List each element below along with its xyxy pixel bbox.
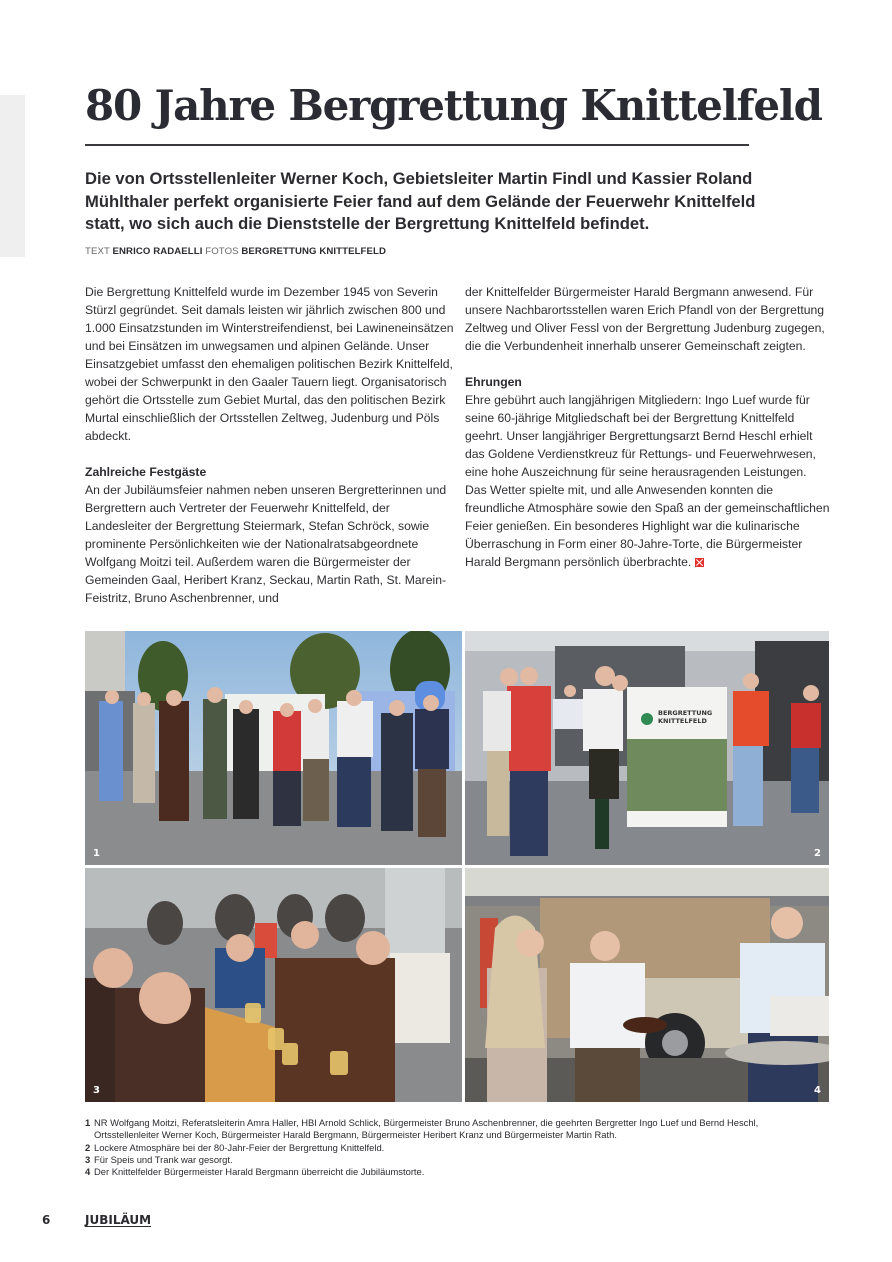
credits-photographer: BERGRETTUNG KNITTELFELD [241, 246, 387, 257]
caption-number: 2 [85, 1141, 91, 1153]
photo-captions [85, 1117, 785, 1178]
section-heading-ehrungen: Ehrungen [465, 375, 522, 389]
body-ehrungen: Ehre gebührt auch langjährigen Mitgliedern: Ingo Luef wurde für seine 60-jährige Mitgliedschaft bei der Bergrettung Knittelfeld geehrt. Unser langjähriger Bergrettungsarzt Bernd Heschl erhielt das Goldene Verdienstkreuz für Rettungs- und Feuerwehrwesen, eine hohe Auszeichnung für seine herausragenden Leistungen. [465, 393, 816, 479]
caption-text: Für Speis und Trank war gesorgt. [94, 1153, 233, 1165]
body-intro: Die Bergrettung Knittelfeld wurde im Dezember 1945 von Severin Stürzl gegründet. Seit damals leisten wir jährlich zwischen 800 und 1.000 Einsatzstunden im Winterstreifendienst, bei Lawineneinsätzen und bei Einsätzen im unwegsamen und alpinen Gelände. Unser Einsatzgebiet umfasst den ehemaligen politischen Bezirk Knittelfeld, wobei der Schwerpunkt in den Gaaler Tauern liegt. Organisatorisch gehört die Ortsstelle zum Gebiet Murtal, das den politischen Bezirk Murtal einschließlich der Ortsstellen Zeltweg, Judenburg und Pöls abdeckt. [85, 285, 454, 443]
article-title: 80 Jahre Bergrettung Knittelfeld [85, 81, 822, 130]
photo-cake [465, 868, 829, 1102]
body-closing [465, 481, 833, 571]
caption-text: Der Knittelfelder Bürgermeister Harald Bergmann überreicht die Jubiläumstorte. [94, 1166, 425, 1178]
caption [85, 1117, 785, 1142]
caption-text: NR Wolfgang Moitzi, Referatsleiterin Amra Haller, HBI Arnold Schlick, Bürgermeister Bruno Aschenbrenner, die geehrten Bergretter Ingo Luef und Bernd Heschl, Ortsstellenleiter Werner Koch, Bürgermeister Harald Bergmann, Bürgermeister Heribert Kranz und Bürgermeister Martin Rath. [94, 1117, 759, 1141]
article-credits [85, 246, 386, 257]
photo-number: 3 [93, 1085, 100, 1096]
credits-text-label: TEXT [85, 246, 110, 257]
body-festgaeste-part2: der Knittelfelder Bürgermeister Harald Bergmann anwesend. Für unsere Nachbarortsstellen waren Erich Pfandl von der Bergrettung Zeltweg und Oliver Fessl von der Bergrettung Judenburg zugegen, die die Verbundenheit innerhalb unserer Gemeinschaft zeigten. [465, 285, 825, 353]
caption-text: Lockere Atmosphäre bei der 80-Jahr-Feier der Bergrettung Knittelfeld. [94, 1141, 385, 1153]
credits-photo-label: FOTOS [205, 246, 239, 257]
photo-cake-image [465, 868, 829, 1102]
photo-group-image [85, 631, 462, 865]
caption [85, 1154, 785, 1166]
caption-number: 3 [85, 1153, 91, 1165]
credits-author: ENRICO RADAELLI [112, 246, 203, 257]
title-divider [85, 144, 749, 146]
article-lead: Die von Ortsstellenleiter Werner Koch, Gebietsleiter Martin Findl und Kassier Roland Mühlthaler perfekt organisierte Feier fand auf dem Gelände der Feuerwehr Knittelfeld statt, wo sich auch die Dienststelle der Bergrettung Knittelfeld befindet. [85, 169, 756, 233]
article-column-left [85, 283, 455, 607]
caption [85, 1142, 785, 1154]
page-number: 6 [42, 1213, 51, 1227]
section-heading-festgaeste: Zahlreiche Festgäste [85, 465, 207, 479]
photo-atmosphere-image [465, 631, 829, 865]
side-accent-bar [0, 95, 25, 257]
photo-group [85, 631, 462, 865]
caption [85, 1166, 785, 1178]
photo-number: 4 [814, 1085, 821, 1096]
section-label: JUBILÄUM [85, 1213, 152, 1227]
banner-text: BERGRETTUNG KNITTELFELD [658, 709, 713, 725]
article-column-right [465, 283, 833, 571]
photo-food-drinks [85, 868, 462, 1102]
caption-number: 4 [85, 1166, 91, 1178]
photo-number: 1 [93, 848, 100, 859]
photo-number: 2 [814, 848, 821, 859]
caption-number: 1 [85, 1117, 91, 1128]
body-closing-text: Das Wetter spielte mit, und alle Anwesenden konnten die freundliche Atmosphäre sowie den Spaß an der gemeinschaftlichen Feier genießen. Ein besonderes Highlight war die kulinarische Überraschung in Form einer 80-Jahre-Torte, die Bürgermeister Harald Bergmann persönlich überbrachte. [465, 483, 830, 569]
photo-food-drinks-image [85, 868, 462, 1102]
photo-atmosphere [465, 631, 829, 865]
article-end-icon [695, 558, 704, 567]
body-festgaeste-part1: An der Jubiläumsfeier nahmen neben unseren Bergretterinnen und Bergrettern auch Vertreter der Feuerwehr Knittelfeld, der Landesleiter der Bergrettung Steiermark, Stefan Schröck, sowie prominente Persönlichkeiten wie der Nationalratsabgeordnete Wolfgang Moitzi teil. Außerdem waren die Bürgermeister der Gemeinden Gaal, Heribert Kranz, Seckau, Martin Rath, St. Marein-Feistritz, Bruno Aschenbrenner, und [85, 483, 447, 605]
